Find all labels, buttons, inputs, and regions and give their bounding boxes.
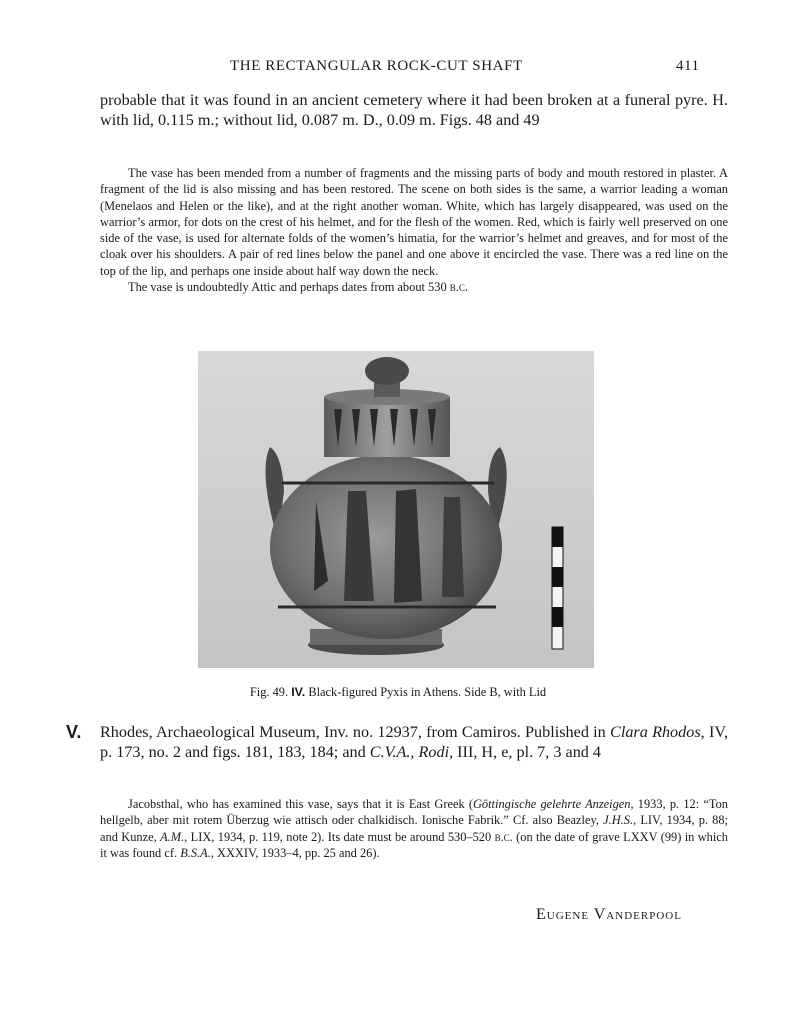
note-bsa: B.S.A. xyxy=(180,845,211,860)
dating-text: The vase is undoubtedly Attic and perhaps dates from about 530 xyxy=(128,280,450,295)
entry-iv-description xyxy=(100,165,728,295)
entry-v-numeral: V. xyxy=(66,722,82,742)
running-title: THE RECTANGULAR ROCK-CUT SHAFT xyxy=(230,58,523,74)
entry-v-note xyxy=(100,796,728,861)
note-text-2: , 1933, p. 12: “Ton hellgelb, aber mit rotem Überzug wie attisch oder chalkidisch. Ionische Fabrik.” Cf. also Beazley, xyxy=(100,797,728,828)
dating-paragraph xyxy=(100,279,728,295)
note-text-5: (on the date of grave LXXV (99) in which it was found cf. xyxy=(100,829,728,860)
entry-v-heading xyxy=(100,722,728,762)
heading-text-2: , IV, p. 173, no. 2 and figs. 181, 183, 184; and xyxy=(100,723,728,761)
figure-numeral: IV. xyxy=(291,685,306,699)
note-text-4: , LIX, 1934, p. 119, note 2). Its date must be around 530–520 xyxy=(184,829,495,844)
heading-clara-rhodos: Clara Rhodos xyxy=(610,723,701,741)
note-text-3: , LIV, 1934, p. 88; and Kunze, xyxy=(100,813,729,844)
continuation-paragraph: probable that it was found in an ancient cemetery where it had been broken at a funeral pyre. H. with lid, 0.115 m.; without lid, 0.087 m. D., 0.09 m. Figs. 48 and 49 xyxy=(100,91,728,129)
scale-segment-1 xyxy=(552,527,563,547)
heading-text-1: Rhodes, Archaeological Museum, Inv. no. 12937, from Camiros. Published in xyxy=(100,723,611,741)
lid-knob xyxy=(365,357,409,385)
heading-cva: C.V.A., Rodi xyxy=(369,743,450,761)
figure-caption xyxy=(100,685,696,700)
note-gga: Göttingische gelehrte Anzeigen xyxy=(472,797,631,811)
dating-era: b.c. xyxy=(449,280,468,295)
pyxis-photograph xyxy=(198,351,594,668)
figure-caption-text: Black-figured Pyxis in Athens. Side B, with Lid xyxy=(308,685,547,699)
entry-iv-continuation xyxy=(100,90,728,130)
description-paragraph: The vase has been mended from a number of fragments and the missing parts of body and mouth restored in plaster. A fragment of the lid is also missing and has been restored. The scene on both sides is the same, a warrior leading a woman (Menelaos and Helen or the like), and at the right another woman. White, which has largely disappeared, was used on the warrior’s armor, for dots on the crest of his helmet, and for the flesh of the women. Red, which is fairly well preserved on one side of the vase, is used for alternate folds of the women’s himatia, for the warrior’s helmet and greaves, and for most of the cloak over his shoulders. A pair of red lines below the panel and one above it encircled the vase. There was a red line on the top of the lip, and perhaps one inside about half way down the neck. xyxy=(100,166,728,278)
note-text-1: Jacobsthal, who has examined this vase, says that it is East Greek ( xyxy=(128,797,473,811)
page-number: 411 xyxy=(676,58,700,74)
scale-segment-2 xyxy=(552,567,563,587)
note-jhs: J.H.S. xyxy=(603,813,634,828)
pyxis-image xyxy=(198,351,594,668)
figure-label: Fig. 49. xyxy=(249,685,289,699)
note-text-6: , XXXIV, 1933–4, pp. 25 and 26). xyxy=(210,845,380,860)
heading-text-3: , III, H, e, pl. 7, 3 and 4 xyxy=(449,743,602,761)
author-signature: Eugene Vanderpool xyxy=(536,906,682,923)
note-am: A.M. xyxy=(160,829,185,844)
scale-segment-3 xyxy=(552,607,563,627)
note-era: b.c. xyxy=(494,829,513,844)
entry-v-note-paragraph xyxy=(100,796,728,861)
entry-v-heading-paragraph xyxy=(100,722,728,762)
